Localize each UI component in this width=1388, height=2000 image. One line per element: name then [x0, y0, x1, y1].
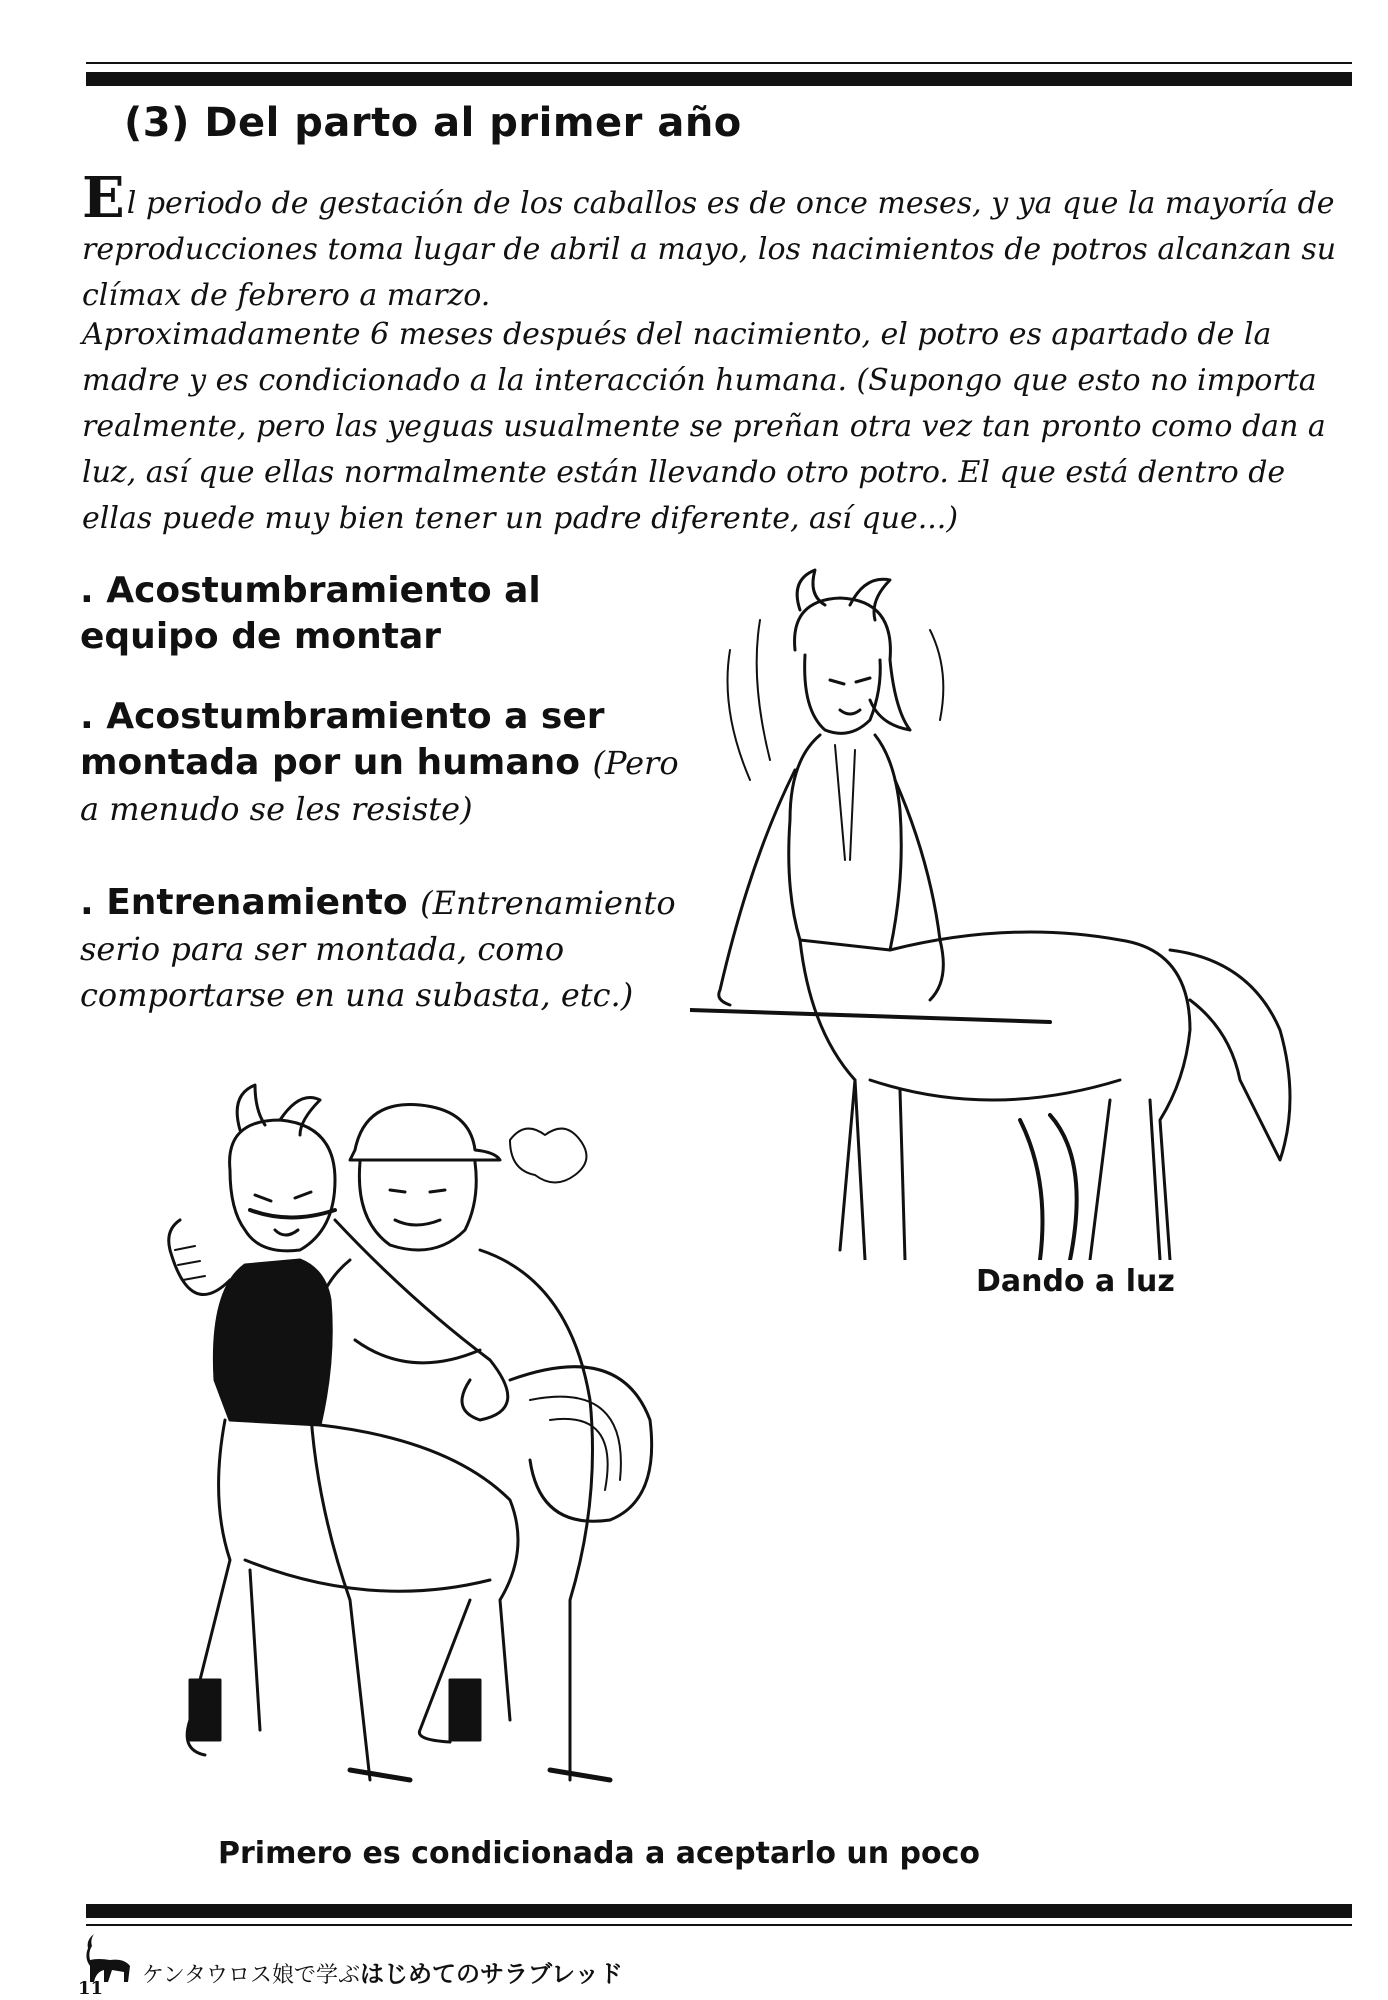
- girl-horse-legs: [250, 1570, 470, 1742]
- bullet-training: [80, 880, 680, 1018]
- handler-arm: [355, 1340, 480, 1363]
- page-number: 11: [78, 1978, 104, 1999]
- puff-cloud: [510, 1129, 586, 1183]
- handler-cap: [350, 1105, 500, 1160]
- horse-belly: [870, 1080, 1120, 1100]
- bullet-being-ridden: [80, 694, 680, 832]
- girl-mouth: [275, 1230, 298, 1235]
- effort-lines-left: [728, 620, 771, 780]
- intro-paragraph-text: l periodo de gestación de los caballos es de once meses, y ya que la mayoría de reproducciones toma lugar de abril a mayo, los nacimientos de potros alcanzan su clímax de febrero a marzo.: [82, 186, 1337, 313]
- girl-horse-belly: [245, 1560, 490, 1591]
- bullet-note: (Entrenamiento serio para ser montada, como comportarse en una subasta, etc.): [80, 884, 676, 1014]
- foal-legs: [1020, 1115, 1077, 1260]
- shirt-collar: [835, 745, 855, 860]
- arm-right: [895, 780, 943, 1000]
- sock-left: [190, 1680, 220, 1740]
- top-thick-rule: [86, 72, 1352, 86]
- bullet-note: (Pero a menudo se les resiste): [80, 744, 679, 828]
- bridle: [250, 1210, 335, 1218]
- handler-mouth: [395, 1220, 440, 1225]
- girl-eyes: [255, 1192, 311, 1201]
- footer-series: [142, 1954, 623, 1989]
- effort-lines-right: [930, 630, 943, 720]
- horse-legs: [840, 1080, 1160, 1260]
- illustration-centaur-training: [150, 1080, 790, 1810]
- sock-right: [450, 1680, 480, 1740]
- rope-coil: [510, 1367, 652, 1522]
- drop-cap: E: [82, 165, 125, 231]
- footer-series-title: はじめてのサラブレッド: [360, 1960, 623, 1988]
- top-thin-rule: [86, 62, 1352, 64]
- handler-face: [359, 1162, 476, 1250]
- bottom-thick-rule: [86, 1904, 1352, 1918]
- horse-tail: [1170, 950, 1290, 1160]
- girl-shirt: [214, 1260, 331, 1425]
- section-title: (3) Del parto al primer año: [124, 100, 742, 146]
- caption-training: Primero es condicionada a aceptarlo un poco: [218, 1836, 981, 1871]
- face: [805, 655, 881, 733]
- caption-birth: Dando a luz: [976, 1264, 1175, 1299]
- footer-series-prefix: ケンタウロス娘で学ぶ: [142, 1963, 361, 1988]
- bullet-title: . Acostumbramiento a ser montada por un humano: [80, 696, 605, 783]
- bullet-title: . Entrenamiento: [80, 882, 408, 923]
- centaur-silhouette-icon: [80, 1932, 136, 1984]
- bullet-riding-equipment: [80, 568, 680, 660]
- arm-left: [719, 770, 795, 1005]
- tail-strands: [530, 1397, 621, 1490]
- intro-paragraph: [82, 165, 1342, 319]
- girl-head: [230, 1120, 335, 1251]
- horse-body: [800, 932, 1190, 1260]
- bullet-title: . Acostumbramiento al equipo de montar: [80, 570, 541, 657]
- second-paragraph: Aproximadamente 6 meses después del nacimiento, el potro es apartado de la madre y es condicionado a la interacción humana. (Supongo que esto no importa realmente, pero las yeguas usualmente se preñan otra vez tan pronto como dan a luz, así que ellas normalmente están llevando otro potro. El que está dentro de ellas puede muy bien tener un padre diferente, así que...): [82, 317, 1326, 536]
- eyes: [830, 678, 870, 684]
- mouth: [840, 710, 860, 714]
- torso: [789, 735, 902, 950]
- bottom-thin-rule: [86, 1924, 1352, 1926]
- girl-arm: [169, 1220, 230, 1295]
- rail: [690, 1010, 1050, 1022]
- handler-eyes: [390, 1190, 445, 1192]
